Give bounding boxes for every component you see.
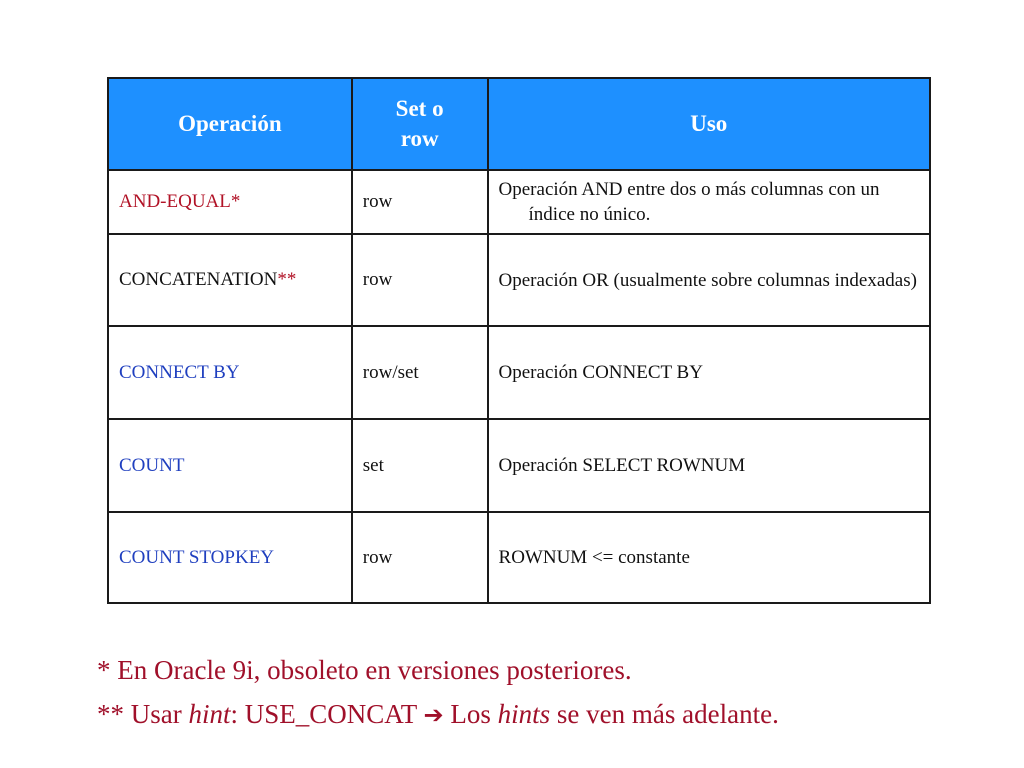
operation-cell: CONNECT BY [108,326,352,419]
operation-cell: COUNT [108,419,352,512]
footnote-2: ** Usar hint: USE_CONCAT ➔ Los hints se ven más adelante. [97,699,779,729]
table-row [108,170,930,234]
arrow-right-icon: ➔ [423,701,444,729]
operation-cell: COUNT STOPKEY [108,512,352,603]
operations-table [107,77,931,604]
set-or-row-cell: row [352,234,488,326]
set-or-row-cell: row/set [352,326,488,419]
uso-cell: Operación CONNECT BY [488,326,930,419]
footnote-1: * En Oracle 9i, obsoleto en versiones posteriores. [97,655,632,685]
operation-cell: CONCATENATION** [108,234,352,326]
uso-cell: Operación SELECT ROWNUM [488,419,930,512]
table-row [108,512,930,603]
set-or-row-cell: row [352,512,488,603]
uso-cell: Operación AND entre dos o más columnas con un índice no único. [488,170,930,234]
table-row [108,326,930,419]
uso-cell: Operación OR (usualmente sobre columnas indexadas) [488,234,930,326]
operation-cell: AND-EQUAL* [108,170,352,234]
set-or-row-cell: row [352,170,488,234]
header-operacion: Operación [108,78,352,170]
set-or-row-cell: set [352,419,488,512]
header-uso: Uso [488,78,930,170]
table-row [108,419,930,512]
footnotes [97,648,997,737]
uso-cell: ROWNUM <= constante [488,512,930,603]
table-row [108,234,930,326]
header-set-o-row: Set o row [352,78,488,170]
table-header [108,78,930,170]
